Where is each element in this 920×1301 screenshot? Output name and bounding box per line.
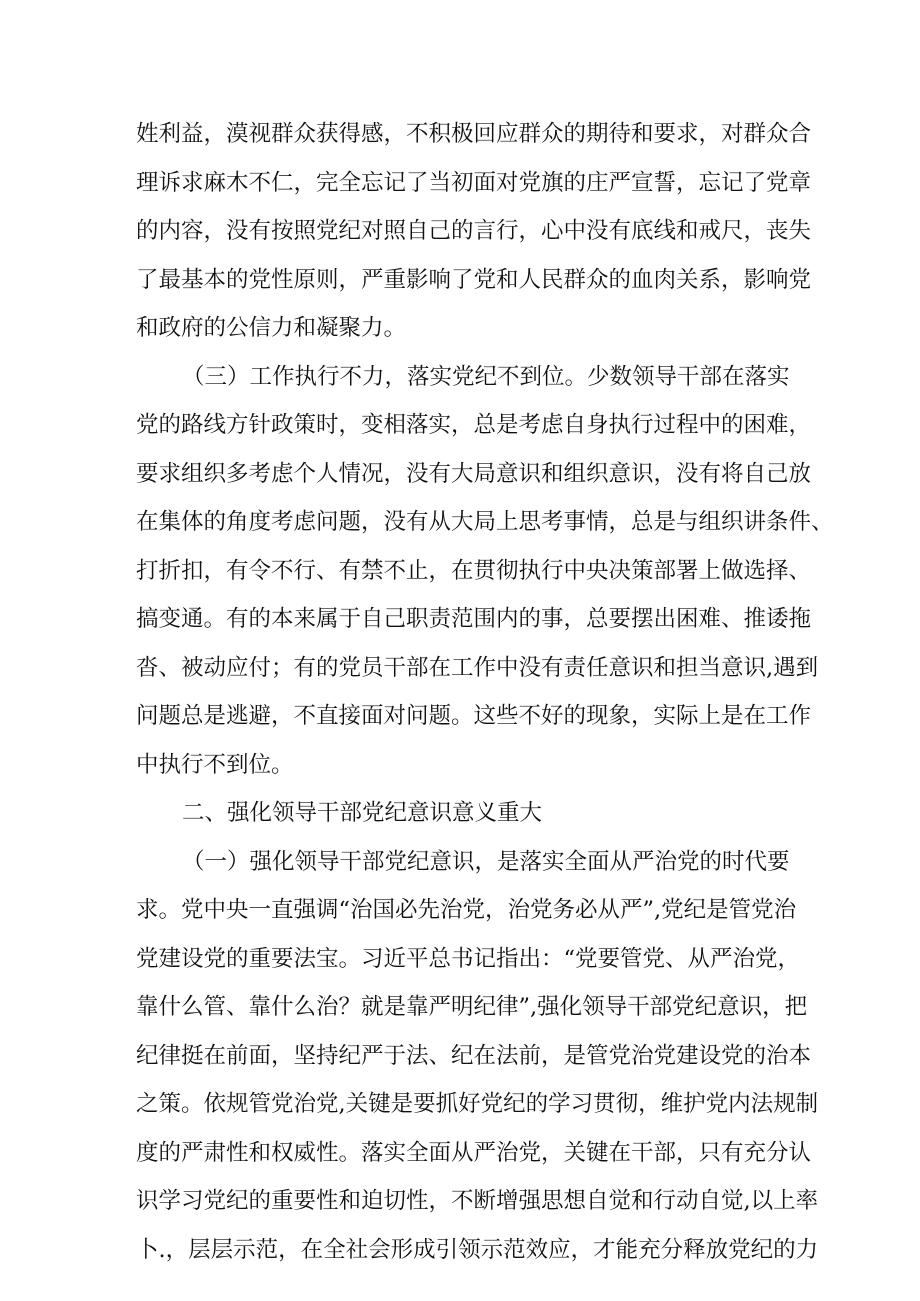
text-line: 卜.，层层示范，在全社会形成引领示范效应，才能充分释放党纪的力 (136, 1236, 819, 1263)
document-body (136, 110, 834, 1274)
text-line: 中执行不到位。 (136, 751, 294, 778)
paragraph-continued (136, 110, 812, 353)
text-line: 度的严肃性和权威性。落实全面从严治党，关键在干部，只有充分认 (136, 1139, 812, 1166)
text-line: 姓利益，漠视群众获得感，不积极回应群众的期待和要求，对群众合 (136, 121, 812, 147)
text-line: 党的路线方针政策时，变相落实，总是考虑自身执行过程中的困难， (136, 412, 812, 438)
section-heading (136, 789, 796, 838)
text-line: 之策。依规管党治党,关键是要抓好党纪的学习贯彻，维护党内法规制 (136, 1091, 819, 1117)
text-line: 靠什么管、靠什么治？就是靠严明纪律”,强化领导干部党纪意识，把 (136, 994, 808, 1020)
heading-text: 二、强化领导干部党纪意识意义重大 (182, 800, 543, 826)
text-line: 党建设党的重要法宝。习近平总书记指出：“党要管党、从严治党， (136, 945, 801, 972)
text-line: 求。党中央一直强调“治国必先治党，治党务必从严”,党纪是管党治 (136, 897, 797, 923)
text-line: 理诉求麻木不仁，完全忘记了当初面对党旗的庄严宣誓，忘记了党章 (136, 169, 812, 196)
text-line: （一）强化领导干部党纪意识，是落实全面从严治党的时代要 (182, 848, 790, 875)
text-line: 打折扣，有令不行、有禁不止，在贯彻执行中央决策部署上做选择、 (136, 557, 812, 584)
text-line: 了最基本的党性原则，严重影响了党和人民群众的血肉关系，影响党 (136, 266, 812, 293)
text-line: 搞变通。有的本来属于自己职责范围内的事，总要摆出困难、推诿拖 (136, 606, 812, 632)
text-line: 纪律挺在前面，坚持纪严于法、纪在法前，是管党治党建设党的治本 (136, 1042, 812, 1069)
text-line: 的内容，没有按照党纪对照自己的言行，心中没有底线和戒尺，丧失 (136, 218, 812, 244)
paragraph-section-3 (136, 353, 834, 790)
text-line: （三）工作执行不力，落实党纪不到位。少数领导干部在落实 (182, 363, 790, 390)
text-line: 识学习党纪的重要性和迫切性，不断增强思想自觉和行动自觉,以上率 (136, 1188, 819, 1214)
text-line: 问题总是逃避，不直接面对问题。这些不好的现象，实际上是在工作 (136, 703, 812, 729)
text-line: 在集体的角度考虑问题，没有从大局上思考事情，总是与组织讲条件、 (136, 509, 834, 535)
text-line: 沓、被动应付；有的党员干部在工作中没有责任意识和担当意识,遇到 (136, 654, 819, 681)
paragraph-subsection-1 (136, 838, 819, 1275)
text-line: 和政府的公信力和凝聚力。 (136, 315, 407, 341)
text-line: 要求组织多考虑个人情况，没有大局意识和组织意识，没有将自己放 (136, 460, 812, 487)
